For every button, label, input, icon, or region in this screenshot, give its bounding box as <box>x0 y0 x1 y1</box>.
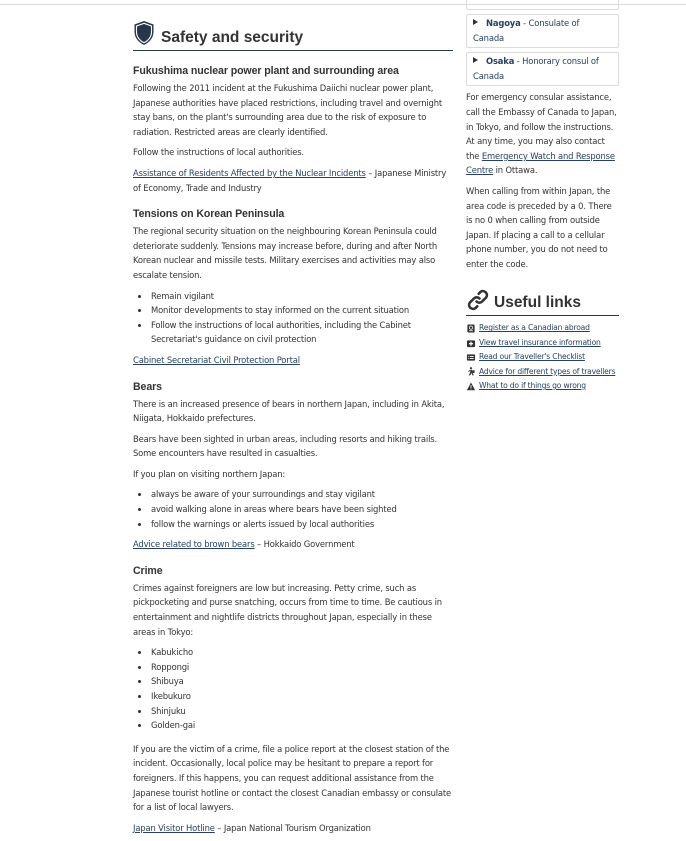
medical-kit-icon <box>466 339 476 348</box>
fukushima-link-source: – Japanese Ministry of Economy, Trade and Industry <box>133 167 447 193</box>
consulate-expander-nagoya[interactable] <box>466 14 619 48</box>
traveller-walking-icon <box>466 367 476 376</box>
checklist-card-icon <box>466 353 476 362</box>
list-item: follow the warnings or alerts issued by local authorities <box>133 517 453 532</box>
bears-paragraph-2: Bears have been sighted in urban areas, including resorts and hiking trails. Some encounters have resulted in casualties. <box>133 433 437 459</box>
korea-heading: Tensions on Korean Peninsula <box>133 208 285 221</box>
list-item: Remain vigilant <box>133 289 453 304</box>
crime-areas-list <box>133 645 453 733</box>
warning-triangle-icon <box>466 382 476 391</box>
useful-link-checklist[interactable] <box>466 350 619 364</box>
fukushima-paragraph: Following the 2011 incident at the Fukushima Daiichi nuclear power plant, Japanese authorities have placed restrictions, including travel and overnight stay bans, on the plant's surrounding area due to the risk of exposure to radiation. Restricted areas are clearly identified. <box>133 83 442 137</box>
list-item: Shinjuku <box>133 704 453 719</box>
useful-links-title: Useful links <box>494 293 581 311</box>
civil-protection-portal-link[interactable]: Cabinet Secretariat Civil Protection Portal <box>133 354 300 365</box>
useful-links-heading <box>466 284 619 316</box>
list-item: Roppongi <box>133 660 453 675</box>
useful-link-register[interactable] <box>466 322 619 336</box>
bears-link-source: – Hokkaido Government <box>254 539 355 550</box>
crime-paragraph-1: Crimes against foreigners are low but increasing. Petty crime, such as pickpocketing and purse snatching, occurs from time to time. Be cautious in entertainment and nightlife districts throughout Japan, especially in these areas in Tokyo: <box>133 582 442 637</box>
useful-links-list <box>466 322 619 394</box>
korea-paragraph: The regional security situation on the neighbouring Korean Peninsula could deteriorate suddenly. Tensions may increase before, during and after North Korean nuclear and missile tests. Military exercises and activities may also escalate tension. <box>133 226 437 280</box>
bears-paragraph-3: If you plan on visiting northern Japan: <box>133 468 286 479</box>
useful-link-label[interactable]: Read our Traveller's Checklist <box>479 352 585 362</box>
useful-link-label[interactable]: Advice for different types of travellers <box>479 366 616 376</box>
shield-icon <box>133 20 155 46</box>
useful-link-traveller-types[interactable] <box>466 365 619 379</box>
sidebar <box>466 0 619 393</box>
useful-link-label[interactable]: What to do if things go wrong <box>479 380 586 390</box>
expand-triangle-icon <box>473 19 478 25</box>
section-title: Safety and security <box>161 29 304 46</box>
emergency-watch-centre-link[interactable]: Emergency Watch and Response Centre <box>466 150 615 176</box>
consulate-city: Osaka <box>486 56 515 67</box>
useful-link-label[interactable]: View travel insurance information <box>479 337 601 347</box>
consulate-box-previous[interactable] <box>466 0 619 10</box>
bears-paragraph-1: There is an increased presence of bears in northern Japan, including in Akita, Niigata, Hokkaido prefectures. <box>133 398 445 424</box>
list-item: avoid walking alone in areas where bears have been sighted <box>133 502 453 517</box>
korea-list <box>133 289 453 347</box>
list-item: always be aware of your surroundings and stay vigilant <box>133 487 453 502</box>
crime-paragraph-2: If you are the victim of a crime, file a police report at the closest station of the incident. Occasionally, local police may be hesitant to prepare a report for foreigners. If this happens, you can request additional assistance from the Japanese tourist hotline or contact the closest Canadian embassy or consulate for a list of local lawyers. <box>133 743 452 813</box>
fukushima-heading: Fukushima nuclear power plant and surrounding area <box>133 65 399 77</box>
section-heading <box>133 14 453 51</box>
passport-icon <box>466 324 476 333</box>
list-item: Golden-gai <box>133 718 453 733</box>
brown-bears-advice-link[interactable]: Advice related to brown bears <box>133 539 255 550</box>
list-item: Follow the instructions of local authorities, including the Cabinet Secretariat's guidance on civil protection <box>133 318 453 347</box>
bears-heading: Bears <box>133 380 162 393</box>
bears-link-line <box>133 537 453 552</box>
fukushima-link-line <box>133 166 453 195</box>
crime-heading: Crime <box>133 564 163 577</box>
calling-note: When calling from within Japan, the area code is preceded by a 0. There is no 0 when calling from outside Japan. If placing a call to a cellular phone number, you do not need to enter the code. <box>466 185 612 269</box>
expand-triangle-icon <box>473 57 478 63</box>
useful-link-things-go-wrong[interactable] <box>466 379 619 393</box>
assistance-residents-link[interactable]: Assistance of Residents Affected by the Nuclear Incidents <box>133 167 366 178</box>
visitor-hotline-link[interactable]: Japan Visitor Hotline <box>133 822 215 833</box>
list-item: Shibuya <box>133 674 453 689</box>
consulate-expander-osaka[interactable] <box>466 52 619 86</box>
main-content <box>133 14 453 841</box>
list-item: Kabukicho <box>133 645 453 660</box>
bears-list <box>133 487 453 531</box>
crime-link-line <box>133 821 453 836</box>
korea-link-line <box>133 353 453 368</box>
link-chain-icon <box>466 288 490 312</box>
consulate-desc: - Consulate of Canada <box>473 18 580 43</box>
useful-link-label[interactable]: Register as a Canadian abroad <box>479 323 590 333</box>
list-item: Ikebukuro <box>133 689 453 704</box>
fukushima-instructions: Follow the instructions of local authorities. <box>133 147 304 158</box>
emergency-assistance-text <box>466 90 619 178</box>
useful-link-insurance[interactable] <box>466 336 619 350</box>
crime-link-source: – Japan National Tourism Organization <box>214 822 371 833</box>
consulate-city: Nagoya <box>486 18 521 28</box>
emergency-text-pre: For emergency consular assistance, call the Embassy of Canada to Japan, in Tokyo, and follow the instructions. At any time, you may also contact the <box>466 92 617 161</box>
emergency-text-post: in Ottawa. <box>493 165 538 176</box>
consulate-desc: - Honorary consul of Canada <box>473 56 599 81</box>
list-item: Monitor developments to stay informed on the current situation <box>133 303 453 318</box>
